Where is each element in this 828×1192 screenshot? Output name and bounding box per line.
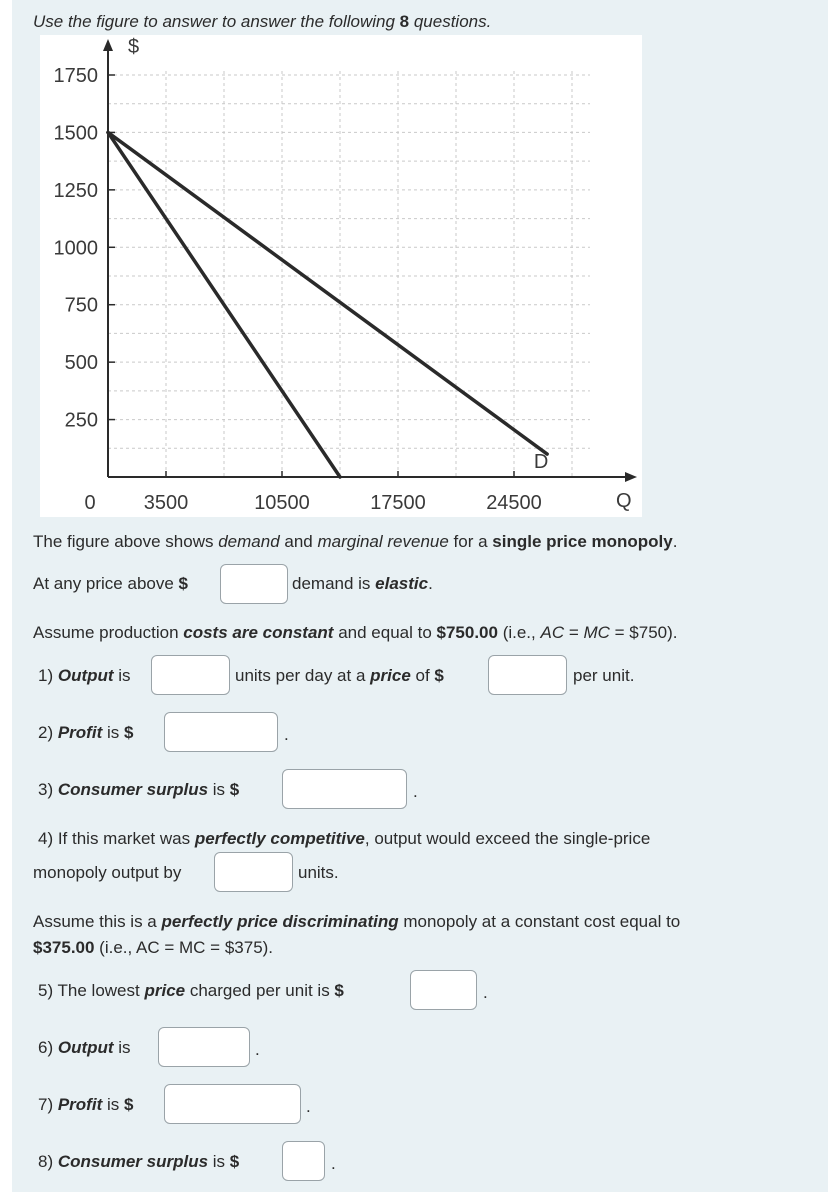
x-tick-label-0: 0 — [84, 492, 96, 514]
chart-background — [40, 35, 642, 517]
q7-profit-input[interactable] — [164, 1084, 301, 1124]
demand-curve-label: D — [533, 451, 549, 474]
y-tick-label-250: 250 — [64, 409, 98, 432]
y-tick-label-750: 750 — [64, 294, 98, 317]
x-tick-label-10500: 10500 — [254, 492, 310, 514]
q7-period: . — [306, 1097, 311, 1116]
x-axis-label: Q — [616, 490, 632, 512]
q2-label: 2) Profit is $ — [38, 723, 134, 742]
y-axis-label: $ — [128, 36, 140, 58]
q1-label: 1) Output is — [38, 666, 131, 685]
elastic-suffix: demand is elastic. — [292, 574, 433, 593]
assumption-price-discrimination-line2: $375.00 (i.e., AC = MC = $375). — [33, 938, 274, 957]
q1-price-input[interactable] — [488, 655, 567, 695]
demand-mr-chart — [40, 35, 642, 517]
y-tick-label-1750: 1750 — [53, 65, 98, 87]
q3-period: . — [413, 782, 418, 801]
q4-line1: 4) If this market was perfectly competitive, output would exceed the single-price — [38, 829, 651, 848]
q4-output-difference-input[interactable] — [214, 852, 293, 892]
q8-consumer-surplus-input[interactable] — [282, 1141, 325, 1181]
q5-label: 5) The lowest price charged per unit is $ — [38, 981, 344, 1000]
y-tick-label-1000: 1000 — [53, 237, 98, 260]
intro-text: Use the figure to answer to answer the following 8 questions. — [33, 12, 492, 31]
q2-profit-input[interactable] — [164, 712, 278, 752]
y-tick-label-500: 500 — [64, 352, 98, 375]
q6-label: 6) Output is — [38, 1038, 131, 1057]
q7-label: 7) Profit is $ — [38, 1095, 134, 1114]
x-tick-label-3500: 3500 — [143, 492, 189, 514]
elastic-prompt: At any price above $ — [33, 574, 188, 593]
q2-period: . — [284, 725, 289, 744]
q8-label: 8) Consumer surplus is $ — [38, 1152, 240, 1171]
q6-output-input[interactable] — [158, 1027, 250, 1067]
q3-label: 3) Consumer surplus is $ — [38, 780, 240, 799]
elastic-price-input[interactable] — [220, 564, 288, 604]
y-tick-label-1500: 1500 — [53, 122, 98, 145]
q1-output-input[interactable] — [151, 655, 230, 695]
q1-per-unit: per unit. — [573, 666, 635, 685]
q8-period: . — [331, 1154, 336, 1173]
q3-consumer-surplus-input[interactable] — [282, 769, 407, 809]
q4-units: units. — [298, 863, 339, 882]
q1-middle-text: units per day at a price of $ — [235, 666, 444, 685]
q4-line2: monopoly output by — [33, 863, 182, 882]
q6-period: . — [255, 1040, 260, 1059]
y-tick-label-1250: 1250 — [53, 179, 98, 202]
assumption-price-discrimination-line1: Assume this is a perfectly price discriminating monopoly at a constant cost equal to — [33, 912, 681, 931]
assumption-constant-cost: Assume production costs are constant and equal to $750.00 (i.e., AC = MC = $750). — [33, 623, 678, 642]
q5-lowest-price-input[interactable] — [410, 970, 477, 1010]
x-tick-label-17500: 17500 — [370, 492, 426, 514]
figure-description: The figure above shows demand and marginal revenue for a single price monopoly. — [33, 532, 678, 551]
x-tick-label-24500: 24500 — [486, 492, 542, 514]
q5-period: . — [483, 983, 488, 1002]
